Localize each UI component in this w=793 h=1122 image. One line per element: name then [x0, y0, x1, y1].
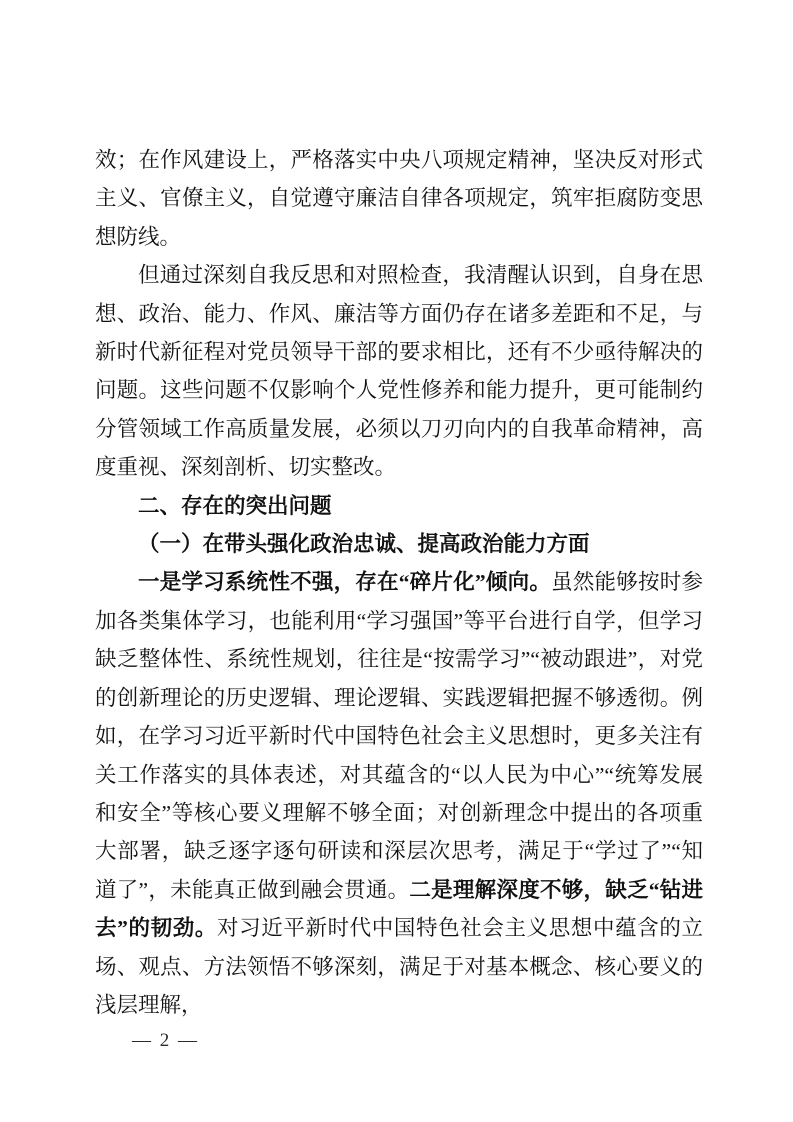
paragraph-continuation: 效；在作风建设上，严格落实中央八项规定精神，坚决反对形式主义、官僚主义，自觉遵守廉洁自律各项规定，筑牢拒腐防变思想防线。	[95, 148, 703, 249]
page-body-text	[95, 141, 703, 1024]
paragraph-problem-details	[95, 563, 703, 1024]
lead-in-point-one: 一是学习系统性不强，存在“碎片化”倾向。	[138, 570, 552, 595]
subsection-heading: （一）在带头强化政治忠诚、提高政治能力方面	[138, 532, 590, 557]
lead-in-point-two: 二是理解深度不够，缺乏“钻进去”的韧劲。	[95, 877, 703, 941]
body-run-two: 对习近平新时代中国特色社会主义思想中蕴含的立场、观点、方法领悟不够深刻，满足于对基本概念、核心要义的浅层理解，	[95, 916, 703, 1017]
section-heading: 二、存在的突出问题	[138, 493, 332, 518]
paragraph-self-reflection: 但通过深刻自我反思和对照检查，我清醒认识到，自身在思想、政治、能力、作风、廉洁等方面仍存在诸多差距和不足，与新时代新征程对党员领导干部的要求相比，还有不少亟待解决的问题。这些问题不仅影响个人党性修养和能力提升，更可能制约分管领域工作高质量发展，必须以刀刃向内的自我革命精神，高度重视、深刻剖析、切实整改。	[95, 263, 703, 480]
page-number: — 2 —	[132, 1030, 199, 1051]
body-run-one: 虽然能够按时参加各类集体学习，也能利用“学习强国”等平台进行自学，但学习缺乏整体性、系统性规划，往往是“按需学习”“被动跟进”，对党的创新理论的历史逻辑、理论逻辑、实践逻辑把握不够透彻。例如，在学习习近平新时代中国特色社会主义思想时，更多关注有关工作落实的具体表述，对其蕴含的“以人民为中心”“统筹发展和安全”等核心要义理解不够全面；对创新理念中提出的各项重大部署，缺乏逐字逐句研读和深层次思考，满足于“学过了”“知道了”，未能真正做到融会贯通。	[95, 570, 703, 902]
